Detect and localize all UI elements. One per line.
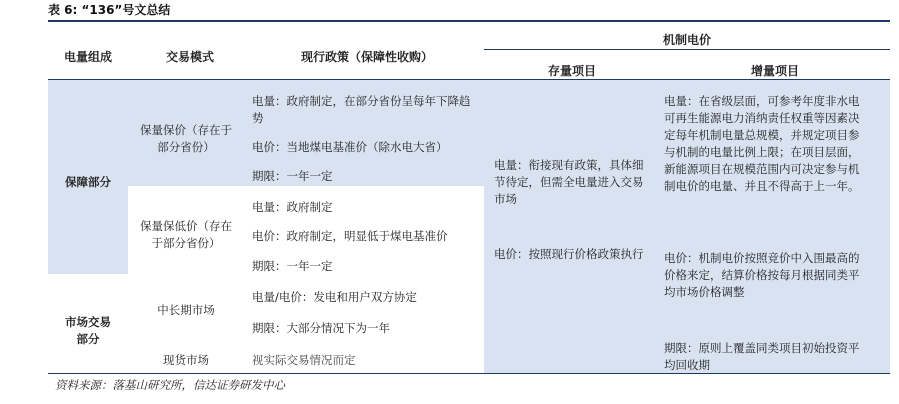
policy-1-term: 期限：一年一定 [252, 169, 333, 183]
top-rule [48, 20, 890, 22]
group-guarantee: 保障部分 [65, 175, 111, 189]
mode-guaranteed-low-price: 保量保低价（存在于部分省份） [140, 219, 232, 250]
policy-1-price: 电价：当地煤电基准价（除水电大省） [252, 140, 448, 154]
header-col-composition: 电量组成 [63, 50, 112, 64]
stock-price: 电价：按照现行价格政策执行 [494, 247, 644, 261]
policy-2-term: 期限：一年一定 [252, 259, 333, 273]
incremental-term: 期限：原则上覆盖同类项目初始投资平均回收期 [664, 341, 860, 372]
stock-volume: 电量：衔接现有政策，具体细节待定，但需全电量进入交易市场 [494, 158, 644, 206]
header-col-incremental: 增量项目 [750, 64, 799, 78]
policy-2-volume: 电量：政府制定 [252, 200, 333, 214]
mode-spot-market: 现货市场 [163, 353, 209, 367]
policy-3-term: 期限：大部分情况下为一年 [252, 321, 390, 335]
incremental-price: 电价：机制电价按照竞价中入围最高的价格来定，结算价格按每月根据同类平均市场价格调整 [664, 251, 860, 299]
mode-long-term-market: 中长期市场 [157, 303, 215, 317]
policy-2-price: 电价：政府制定，明显低于煤电基准价 [252, 229, 448, 243]
policy-4-spot: 视实际交易情况而定 [252, 353, 356, 367]
table-caption: 表 6: “136”号文总结 [48, 3, 171, 17]
group-market: 市场交易部分 [65, 315, 111, 346]
header-col-stock: 存量项目 [547, 64, 596, 78]
header-group-mechanism-price: 机制电价 [662, 33, 711, 47]
incremental-volume: 电量：在省级层面，可参考年度非水电可再生能源电力消纳责任权重等因素决定每年机制电量总规模，并规定项目参与机制的电量比例上限；在项目层面，新能源项目在规模范围内可决定参与机制电价的电量、并且不得高于上一年。 [664, 94, 860, 193]
bottom-rule [48, 373, 890, 374]
header-col-policy: 现行政策（保障性收购） [300, 50, 433, 64]
header-col-mode: 交易模式 [165, 50, 214, 64]
header-sub-rule [484, 49, 890, 50]
mode-guaranteed-price: 保量保价（存在于部分省份） [140, 123, 232, 154]
source-note: 资料来源：落基山研究所，信达证券研发中心 [55, 378, 285, 392]
policy-1-volume: 电量：政府制定，在部分省份呈每年下降趋势 [252, 94, 471, 125]
policy-3-volume-price: 电量/电价：发电和用户双方协定 [252, 290, 417, 304]
